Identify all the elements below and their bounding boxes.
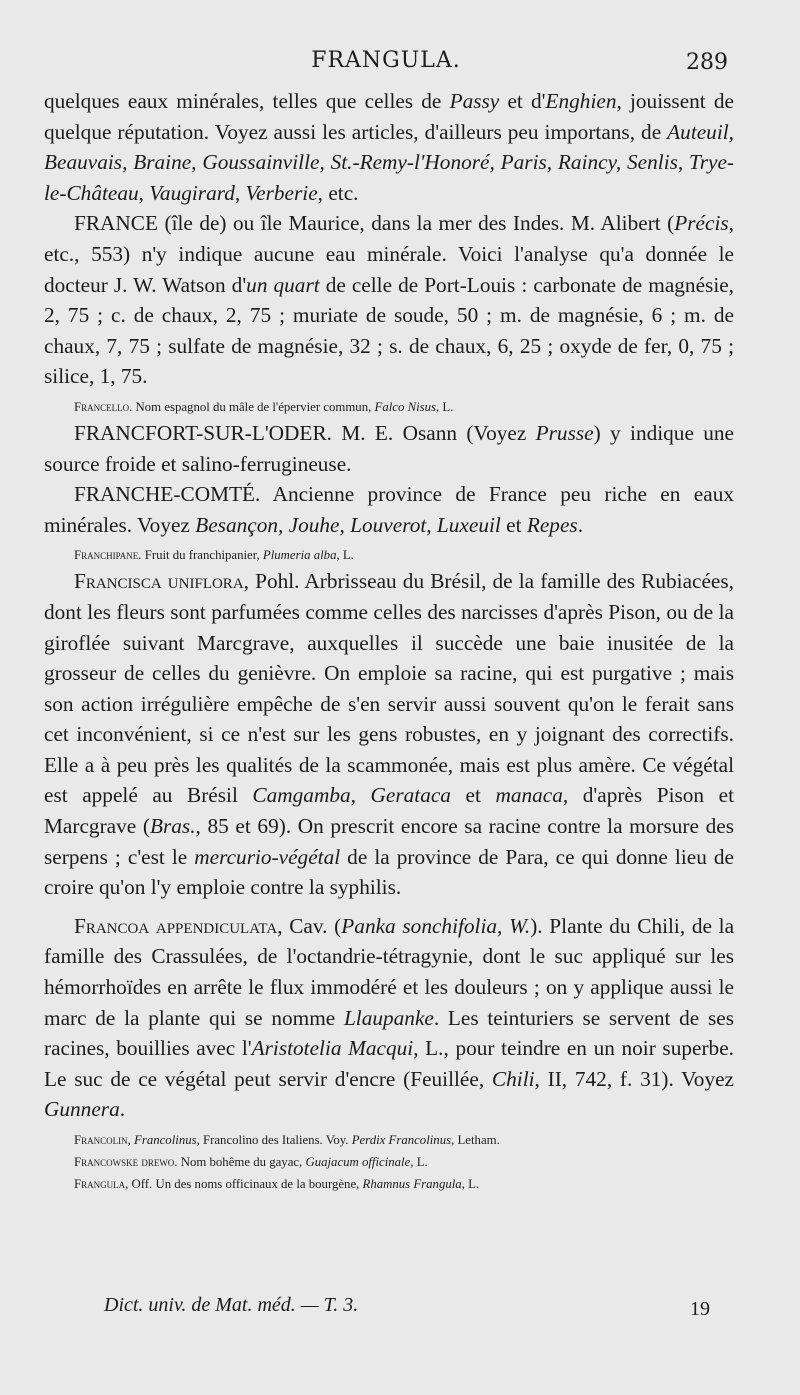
body-text xyxy=(44,86,734,1195)
entry-francisca: Francisca uniflora, Pohl. Arbrisseau du Brésil, de la famille des Rubiacées, dont les fleurs sont parfumées comme celles des narcisses d'après Pison, ou de la giroflée suivant Marcgrave, auxquelles il succède une baie inusitée de la grosseur de celles du genièvre. On emploie sa racine, qui est purgative ; mais son action irrégulière empêche de s'en servir aussi souvent qu'on le ferait sans cet inconvénient, si ce n'est sur les gens robustes, en y joignant des correctifs. Elle a à peu près les qualités de la scammonée, mais est plus amère. Ce végétal est appelé au Brésil Camgamba, Gerataca et manaca, d'après Pison et Marcgrave (Bras., 85 et 69). On prescrit encore sa racine contre la morsure des serpens ; c'est le mercurio-végétal de la province de Para, ce qui donne lieu de croire qu'on l'y emploie contre la syphilis. xyxy=(44,569,735,900)
entry-francello: Francello. Nom espagnol du mâle de l'épervier commun, Falco Nisus, L. xyxy=(74,399,454,414)
page-number: 289 xyxy=(686,50,728,75)
signature-line: Dict. univ. de Mat. méd. — T. 3. xyxy=(104,1294,359,1316)
entry-francoa: Francoa appendiculata, Cav. (Panka sonchifolia, W.). Plante du Chili, de la famille des Crassulées, de l'octandrie-tétragynie, dont le suc appliqué sur les hémorrhoïdes en arrête le flux immodéré et les douleurs ; on y applique aussi le marc de la plante qui se nomme Llaupanke. Les teinturiers se servent de ses racines, bouillies avec l'Aristotelia Macqui, L., pour teindre en un noir superbe. Le suc de ce végétal peut servir d'encre (Feuillée, Chili, II, 742, f. 31). Voyez Gunnera. xyxy=(44,913,735,1122)
entry-francowske: Francowske drewo. Nom bohême du gayac, Guajacum officinale, L. xyxy=(74,1155,428,1169)
entry-france: FRANCE (île de) ou île Maurice, dans la mer des Indes. M. Alibert (Précis, etc., 553) n'y indique aucune eau minérale. Voici l'analyse qu'a donnée le docteur J. W. Watson d'un quart de celle de Port-Louis : carbonate de magnésie, 2, 75 ; c. de chaux, 2, 75 ; muriate de soude, 50 ; m. de magnésie, 6 ; m. de chaux, 7, 75 ; sulfate de magnésie, 32 ; s. de chaux, 6, 25 ; oxyde de fer, 0, 75 ; silice, 1, 75. xyxy=(44,211,735,389)
entry-francfort: FRANCFORT-SUR-L'ODER. M. E. Osann (Voyez Prusse) y indique une source froide et salino-ferrugineuse. xyxy=(44,420,734,476)
page-footer xyxy=(104,1294,710,1324)
entry-frangula: Frangula, Off. Un des noms officinaux de la bourgène, Rhamnus Frangula, L. xyxy=(74,1177,480,1191)
entry-franche-comte: FRANCHE-COMTÉ. Ancienne province de France peu riche en eaux minérales. Voyez Besançon, Jouhe, Louverot, Luxeuil et Repes. xyxy=(44,482,734,537)
page-header xyxy=(44,48,728,78)
spacer xyxy=(44,903,734,911)
entry-franchipane: Franchipane. Fruit du franchipanier, Plumeria alba, L. xyxy=(74,548,354,563)
signature-number: 19 xyxy=(690,1298,710,1320)
paragraph-continuation: quelques eaux minérales, telles que celles de Passy et d'Enghien, jouissent de quelque réputation. Voyez aussi les articles, d'ailleurs peu importans, de Auteuil, Beauvais, Braine, Goussainville, St.-Remy-l'Honoré, Paris, Raincy, Senlis, Trye-le-Château, Vaugirard, Verberie, etc. xyxy=(44,89,734,205)
running-title: FRANGULA. xyxy=(311,48,461,73)
entry-francolin: Francolin, Francolinus, Francolino des Italiens. Voy. Perdix Francolinus, Letham. xyxy=(74,1133,500,1147)
